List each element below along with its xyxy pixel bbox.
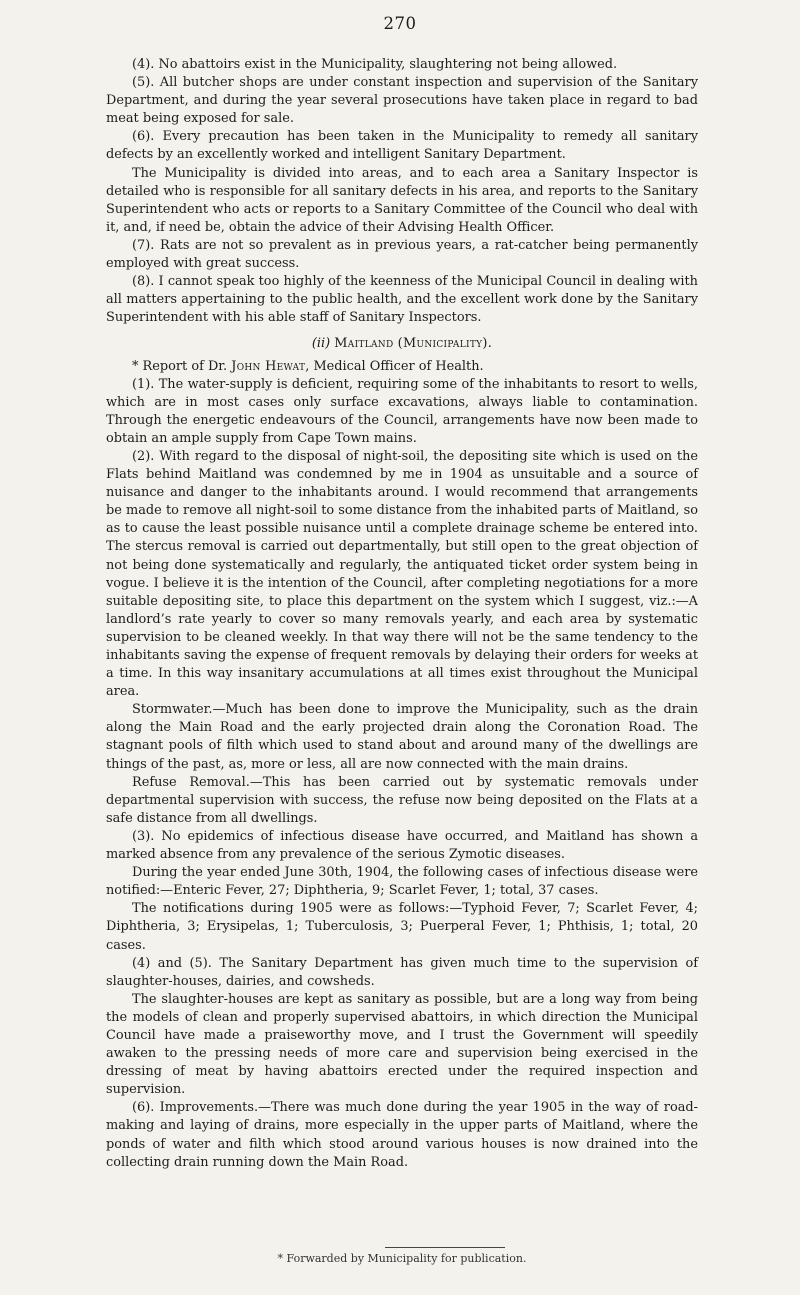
report-author: John Hewat xyxy=(231,358,306,374)
paragraph: (7). Rats are not so prevalent as in previous years, a rat-catcher being permanently employed with great success. xyxy=(106,237,698,272)
paragraph: (5). All butcher shops are under constant inspection and supervision of the Sanitary Department, and during the year several prosecutions have taken place in regard to bad meat being exposed for sale. xyxy=(106,75,698,127)
paragraph: Stormwater.—Much has been done to improve the Municipality, such as the drain along the Main Road and the early projected drain along the Coronation Road. The stagnant pools of filth which used to stand about and around many of the dwellings are things of the past, as, more or less, all are now connected with the main drains. xyxy=(106,702,698,772)
paragraph: The Municipality is divided into areas, and to each area a Sanitary Inspector is detailed who is responsible for all sanitary defects in his area, and reports to the Sanitary Superintendent who acts or reports to a Sanitary Committee of the Council who deal with it, and, if need be, obtain the advice of their Advising Health Officer. xyxy=(106,165,698,235)
section-qualifier: (Municipality). xyxy=(397,336,493,352)
paragraph: (4) and (5). The Sanitary Department has given much time to the supervision of slaughter-houses, dairies, and cowsheds. xyxy=(106,955,698,989)
paragraph: During the year ended June 30th, 1904, the following cases of infectious disease were notified:—Enteric Fever, 27; Diphtheria, 9; Scarlet Fever, 1; total, 37 cases. xyxy=(106,865,698,899)
paragraph: (3). No epidemics of infectious disease have occurred, and Maitland has shown a marked absence from any prevalence of the serious Zymotic diseases. xyxy=(106,828,698,863)
report-suffix: , Medical Officer of Health. xyxy=(305,358,484,374)
section-place: Maitland xyxy=(334,336,394,352)
paragraph: Refuse Removal.—This has been carried out by systematic removals under departmental supervision with success, the refuse now being deposited on the Flats at a safe distance from all dwellings. xyxy=(106,774,698,826)
footnote-divider xyxy=(385,1247,505,1248)
paragraph: (6). Improvements.—There was much done during the year 1905 in the way of road-making and laying of drains, more especially in the upper parts of Maitland, where the ponds of water and filth which stood around various houses is now drained into the collecting drain running down the Main Road. xyxy=(106,1100,698,1170)
report-prefix: * Report of Dr. xyxy=(132,358,228,374)
paragraph: The slaughter-houses are kept as sanitary as possible, but are a long way from being the models of clean and properly supervised abattoirs, in which direction the Municipal Council have made a praiseworthy move, and I trust the Government will speedily awaken to the pressing needs of more care and supervision being exercised in the dressing of meat by having abattoirs erected under the required inspection and supervision. xyxy=(106,991,698,1098)
paragraph: (1). The water-supply is deficient, requiring some of the inhabitants to resort to wells, which are in most cases only surface excavations, always liable to contamination. Through the energetic endeavours of the Council, arrangements have now been made to obtain an ample supply from Cape Town mains. xyxy=(106,376,698,446)
footnote: * Forwarded by Municipality for publication. xyxy=(277,1252,527,1265)
paragraph: (8). I cannot speak too highly of the keenness of the Municipal Council in dealing with all matters appertaining to the public health, and the excellent work done by the Sanitary Superintendent with his able staff of Sanitary Inspectors. xyxy=(106,274,698,326)
paragraph: (4). No abattoirs exist in the Municipality, slaughtering not being allowed. xyxy=(132,57,618,72)
section-number: (ii) xyxy=(311,336,331,352)
paragraph: (2). With regard to the disposal of night-soil, the depositing site which is used on the Flats behind Maitland was condemned by me in 1904 as unsuitable and a source of nuisance and danger to the inhabitants around. I would recommend that arrangements be made to remove all night-soil to some distance from the inhabited parts of Maitland, so as to cause the least possible nuisance until a complete drainage scheme be entered into. The stercus removal is carried out departmentally, but still open to the great objection of not being done systematically and regularly, the antiquated ticket order system being in vogue. I believe it is the intention of the Council, after completing negotiations for a more suitable depositing site, to place this department on the system which I suggest, viz.:—A landlord’s rate yearly to cover so many removals yearly, and each area by systematic supervision to be cleaned weekly. In that way there will not be the same tendency to the inhabitants saving the expense of frequent removals by delaying their orders for weeks at a time. In this way insanitary accumulations at all times exist throughout the Municipal area. xyxy=(106,448,698,700)
paragraph: (6). Every precaution has been taken in the Municipality to remedy all sanitary defects by an excellently worked and intelligent Sanitary Department. xyxy=(106,129,698,163)
paragraph: The notifications during 1905 were as follows:—Typhoid Fever, 7; Scarlet Fever, 4; Diphtheria, 3; Erysipelas, 1; Tuberculosis, 3; Puerperal Fever, 1; Phthisis, 1; total, 20 cases. xyxy=(106,901,698,953)
page-number: 270 xyxy=(383,14,417,33)
section-heading xyxy=(106,335,698,353)
page-body xyxy=(106,56,698,1172)
report-attribution xyxy=(106,358,698,376)
